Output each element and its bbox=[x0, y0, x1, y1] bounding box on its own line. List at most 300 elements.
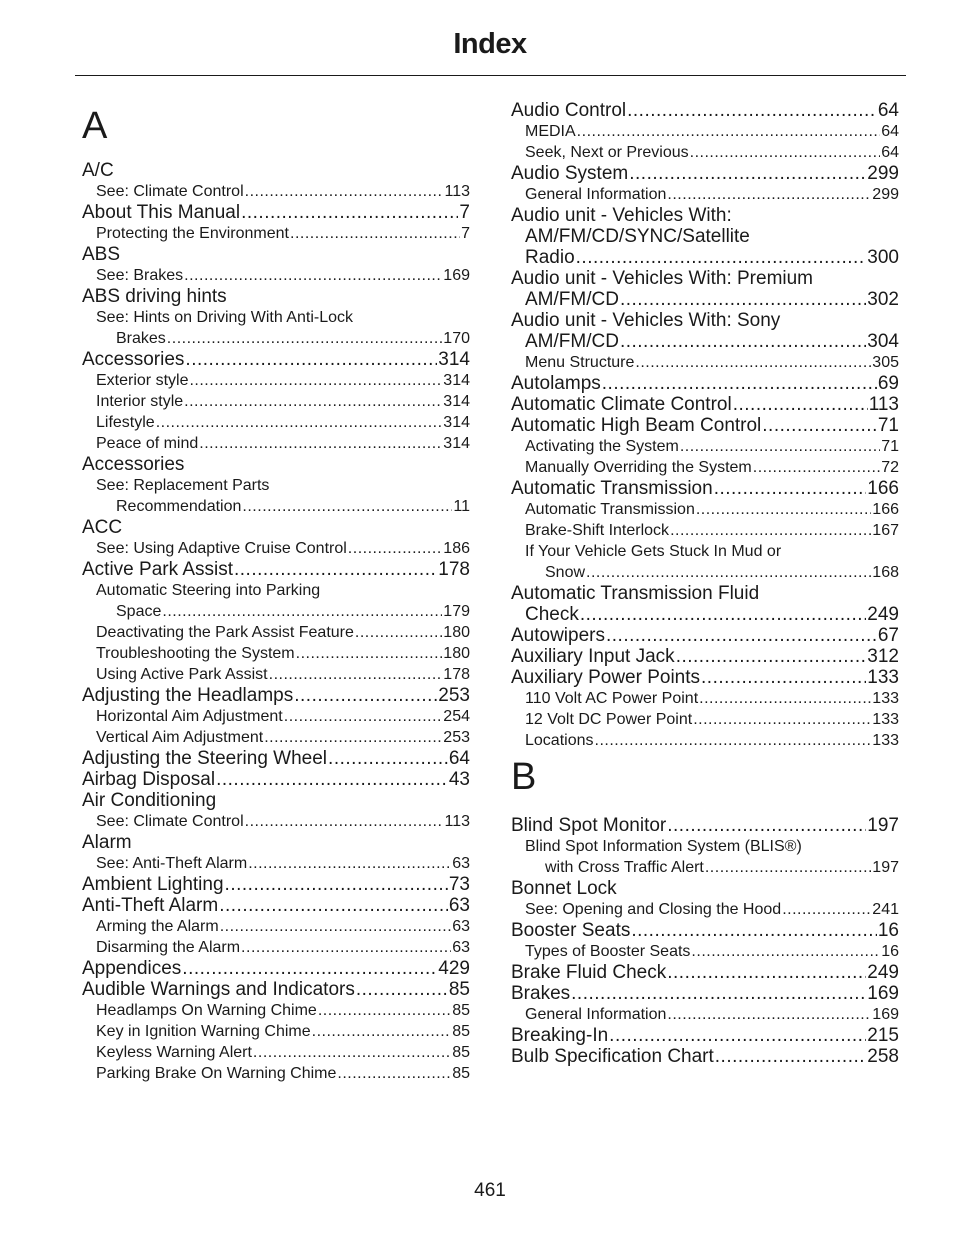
index-subentry bbox=[511, 352, 899, 373]
index-subentry bbox=[82, 727, 470, 748]
dot-leader bbox=[577, 121, 881, 142]
entry-page-number: 178 bbox=[443, 666, 470, 683]
index-subentry bbox=[511, 688, 899, 709]
entry-text: Automatic Steering into Parking bbox=[96, 582, 321, 599]
entry-text: Peace of mind bbox=[96, 435, 199, 452]
index-entry bbox=[82, 454, 470, 475]
dot-leader bbox=[691, 941, 880, 962]
entry-text: Protecting the Environment bbox=[96, 225, 289, 242]
entry-text: Manually Overriding the System bbox=[525, 459, 752, 476]
index-entry bbox=[82, 769, 470, 790]
index-subentry bbox=[511, 836, 899, 857]
entry-page-number: 43 bbox=[448, 769, 470, 790]
entry-text: Automatic Climate Control bbox=[511, 394, 732, 415]
entry-text: MEDIA bbox=[525, 123, 576, 140]
dot-leader bbox=[690, 142, 881, 163]
dot-leader bbox=[602, 373, 877, 394]
entry-text: Key in Ignition Warning Chime bbox=[96, 1023, 311, 1040]
index-entry bbox=[82, 874, 470, 895]
entry-text: Bulb Specification Chart bbox=[511, 1046, 714, 1067]
index-entry-list bbox=[82, 160, 470, 1084]
entry-text: Autolamps bbox=[511, 373, 601, 394]
entry-page-number: 168 bbox=[872, 564, 899, 581]
entry-text: 110 Volt AC Power Point bbox=[525, 690, 699, 707]
entry-text: See: Anti-Theft Alarm bbox=[96, 855, 248, 872]
index-subentry bbox=[82, 706, 470, 727]
index-entry bbox=[511, 226, 899, 247]
dot-leader bbox=[167, 328, 443, 349]
entry-text: Exterior style bbox=[96, 372, 189, 389]
index-entry bbox=[82, 979, 470, 1000]
index-entry bbox=[511, 1046, 899, 1067]
entry-page-number: 314 bbox=[443, 414, 470, 431]
page-title: Index bbox=[453, 28, 527, 60]
title-divider bbox=[75, 75, 906, 76]
dot-leader bbox=[620, 289, 866, 310]
entry-page-number: 300 bbox=[867, 247, 899, 268]
index-entry bbox=[511, 625, 899, 646]
entry-text: Automatic Transmission Fluid bbox=[511, 583, 760, 604]
entry-text: Adjusting the Steering Wheel bbox=[82, 748, 328, 769]
entry-text: Menu Structure bbox=[525, 354, 635, 371]
entry-text: Brakes bbox=[116, 330, 166, 347]
entry-text: Check bbox=[525, 604, 579, 625]
entry-page-number: 63 bbox=[452, 918, 470, 935]
index-entry bbox=[511, 394, 899, 415]
dot-leader bbox=[609, 1025, 866, 1046]
dot-leader bbox=[699, 688, 871, 709]
index-entry bbox=[82, 790, 470, 811]
index-entry bbox=[511, 268, 899, 289]
entry-text: Brake-Shift Interlock bbox=[525, 522, 670, 539]
dot-leader bbox=[693, 709, 871, 730]
index-subentry bbox=[82, 580, 470, 601]
entry-page-number: 197 bbox=[872, 859, 899, 876]
entry-page-number: 72 bbox=[881, 459, 899, 476]
index-entry bbox=[511, 331, 899, 352]
entry-text: Locations bbox=[525, 732, 594, 749]
entry-page-number: 314 bbox=[438, 349, 470, 370]
dot-leader bbox=[328, 748, 448, 769]
entry-page-number: 71 bbox=[877, 415, 899, 436]
entry-page-number: 64 bbox=[877, 100, 899, 121]
entry-text: Arming the Alarm bbox=[96, 918, 219, 935]
index-entry bbox=[511, 205, 899, 226]
index-subentry bbox=[82, 643, 470, 664]
entry-page-number: 215 bbox=[867, 1025, 899, 1046]
entry-text: AM/FM/CD bbox=[525, 331, 619, 352]
entry-page-number: 63 bbox=[452, 939, 470, 956]
entry-text: Disarming the Alarm bbox=[96, 939, 241, 956]
entry-page-number: 169 bbox=[867, 983, 899, 1004]
entry-page-number: 85 bbox=[452, 1065, 470, 1082]
index-entry bbox=[82, 286, 470, 307]
dot-leader bbox=[670, 520, 871, 541]
dot-leader bbox=[580, 604, 866, 625]
entry-page-number: 312 bbox=[867, 646, 899, 667]
entry-page-number: 63 bbox=[448, 895, 470, 916]
dot-leader bbox=[189, 370, 442, 391]
dot-leader bbox=[245, 181, 444, 202]
entry-text: Alarm bbox=[82, 832, 132, 853]
entry-text: Snow bbox=[545, 564, 586, 581]
entry-page-number: 166 bbox=[872, 501, 899, 518]
entry-text: Seek, Next or Previous bbox=[525, 144, 689, 161]
entry-page-number: 166 bbox=[867, 478, 899, 499]
dot-leader bbox=[576, 247, 867, 268]
index-subentry bbox=[511, 541, 899, 562]
entry-text: 12 Volt DC Power Point bbox=[525, 711, 693, 728]
index-entry-list bbox=[511, 100, 899, 751]
entry-text: Interior style bbox=[96, 393, 184, 410]
entry-page-number: 249 bbox=[867, 962, 899, 983]
index-entry bbox=[511, 583, 899, 604]
entry-text: Air Conditioning bbox=[82, 790, 217, 811]
index-entry bbox=[82, 958, 470, 979]
dot-leader bbox=[715, 1046, 867, 1067]
dot-leader bbox=[248, 853, 451, 874]
dot-leader bbox=[184, 265, 442, 286]
entry-page-number: 69 bbox=[877, 373, 899, 394]
dot-leader bbox=[269, 664, 443, 685]
dot-leader bbox=[667, 184, 871, 205]
dot-leader bbox=[627, 100, 877, 121]
index-subentry bbox=[511, 1004, 899, 1025]
dot-leader bbox=[264, 727, 442, 748]
index-subentry bbox=[511, 520, 899, 541]
dot-leader bbox=[294, 685, 437, 706]
entry-text: Audio Control bbox=[511, 100, 627, 121]
index-entry bbox=[511, 646, 899, 667]
dot-leader bbox=[680, 436, 880, 457]
dot-leader bbox=[586, 562, 871, 583]
index-subentry bbox=[82, 181, 470, 202]
entry-text: Accessories bbox=[82, 454, 185, 475]
entry-page-number: 170 bbox=[443, 330, 470, 347]
index-entry bbox=[82, 685, 470, 706]
entry-text: Using Active Park Assist bbox=[96, 666, 268, 683]
index-entry bbox=[82, 895, 470, 916]
dot-leader bbox=[676, 646, 867, 667]
entry-text: Lifestyle bbox=[96, 414, 155, 431]
entry-text: General Information bbox=[525, 186, 667, 203]
index-subentry bbox=[82, 853, 470, 874]
dot-leader bbox=[667, 815, 866, 836]
entry-page-number: 258 bbox=[867, 1046, 899, 1067]
index-subentry bbox=[82, 328, 470, 349]
entry-text: AM/FM/CD bbox=[525, 289, 619, 310]
index-subentry bbox=[82, 265, 470, 286]
entry-page-number: 63 bbox=[452, 855, 470, 872]
entry-text: See: Using Adaptive Cruise Control bbox=[96, 540, 347, 557]
index-entry bbox=[82, 748, 470, 769]
index-entry bbox=[82, 832, 470, 853]
entry-text: See: Climate Control bbox=[96, 813, 244, 830]
index-entry bbox=[511, 920, 899, 941]
dot-leader bbox=[595, 730, 872, 751]
entry-text: Horizontal Aim Adjustment bbox=[96, 708, 283, 725]
entry-text: ACC bbox=[82, 517, 123, 538]
dot-leader bbox=[705, 857, 871, 878]
dot-leader bbox=[631, 920, 877, 941]
entry-page-number: 73 bbox=[448, 874, 470, 895]
section-letter-a: A bbox=[82, 105, 108, 147]
entry-page-number: 253 bbox=[443, 729, 470, 746]
entry-text: Brake Fluid Check bbox=[511, 962, 667, 983]
dot-leader bbox=[312, 1021, 452, 1042]
entry-text: Bonnet Lock bbox=[511, 878, 617, 899]
entry-text: Types of Booster Seats bbox=[525, 943, 691, 960]
entry-text: Active Park Assist bbox=[82, 559, 233, 580]
entry-text: with Cross Traffic Alert bbox=[545, 859, 704, 876]
dot-leader bbox=[356, 979, 448, 1000]
index-subentry bbox=[82, 1063, 470, 1084]
entry-text: Activating the System bbox=[525, 438, 679, 455]
index-entry bbox=[511, 478, 899, 499]
entry-page-number: 241 bbox=[872, 901, 899, 918]
entry-text: Automatic High Beam Control bbox=[511, 415, 762, 436]
entry-page-number: 249 bbox=[867, 604, 899, 625]
dot-leader bbox=[185, 349, 437, 370]
dot-leader bbox=[714, 478, 867, 499]
index-subentry bbox=[82, 601, 470, 622]
entry-page-number: 197 bbox=[867, 815, 899, 836]
index-entry bbox=[511, 878, 899, 899]
index-entry bbox=[82, 517, 470, 538]
entry-text: Airbag Disposal bbox=[82, 769, 216, 790]
dot-leader bbox=[253, 1042, 451, 1063]
dot-leader bbox=[219, 895, 448, 916]
dot-leader bbox=[162, 601, 442, 622]
entry-page-number: 85 bbox=[448, 979, 470, 1000]
dot-leader bbox=[296, 643, 443, 664]
entry-text: Audible Warnings and Indicators bbox=[82, 979, 355, 1000]
entry-text: Blind Spot Information System (BLIS®) bbox=[525, 838, 802, 855]
entry-page-number: 169 bbox=[872, 1006, 899, 1023]
entry-text: Blind Spot Monitor bbox=[511, 815, 667, 836]
entry-page-number: 180 bbox=[443, 645, 470, 662]
dot-leader bbox=[242, 496, 452, 517]
dot-leader bbox=[620, 331, 866, 352]
entry-page-number: 71 bbox=[881, 438, 899, 455]
entry-text: Vertical Aim Adjustment bbox=[96, 729, 264, 746]
entry-page-number: 67 bbox=[877, 625, 899, 646]
dot-leader bbox=[245, 811, 444, 832]
dot-leader bbox=[216, 769, 448, 790]
index-subentry bbox=[82, 1042, 470, 1063]
entry-text: Autowipers bbox=[511, 625, 605, 646]
entry-text: Accessories bbox=[82, 349, 185, 370]
dot-leader bbox=[355, 622, 442, 643]
entry-text: Automatic Transmission bbox=[525, 501, 695, 518]
entry-text: Appendices bbox=[82, 958, 182, 979]
index-entry bbox=[511, 962, 899, 983]
dot-leader bbox=[220, 916, 451, 937]
entry-text: Parking Brake On Warning Chime bbox=[96, 1065, 337, 1082]
index-subentry bbox=[82, 538, 470, 559]
entry-page-number: 314 bbox=[443, 435, 470, 452]
section-letter-b: B bbox=[511, 756, 537, 798]
index-subentry bbox=[82, 412, 470, 433]
entry-text: AM/FM/CD/SYNC/Satellite bbox=[525, 226, 750, 247]
dot-leader bbox=[225, 874, 448, 895]
index-subentry bbox=[82, 370, 470, 391]
entry-page-number: 179 bbox=[443, 603, 470, 620]
index-subentry bbox=[82, 1021, 470, 1042]
index-subentry bbox=[511, 142, 899, 163]
index-entry bbox=[511, 667, 899, 688]
index-entry bbox=[511, 163, 899, 184]
index-subentry bbox=[82, 223, 470, 244]
index-subentry bbox=[511, 730, 899, 751]
entry-text: Booster Seats bbox=[511, 920, 631, 941]
entry-page-number: 299 bbox=[867, 163, 899, 184]
index-entry bbox=[82, 244, 470, 265]
entry-text: Audio System bbox=[511, 163, 629, 184]
entry-text: Ambient Lighting bbox=[82, 874, 224, 895]
entry-page-number: 254 bbox=[443, 708, 470, 725]
index-subentry bbox=[511, 436, 899, 457]
index-subentry bbox=[511, 941, 899, 962]
entry-text: Adjusting the Headlamps bbox=[82, 685, 294, 706]
entry-text: See: Hints on Driving With Anti-Lock bbox=[96, 309, 353, 326]
index-entry bbox=[511, 415, 899, 436]
dot-leader bbox=[241, 937, 451, 958]
index-entry bbox=[511, 815, 899, 836]
index-subentry bbox=[511, 899, 899, 920]
entry-text: Brakes bbox=[511, 983, 571, 1004]
dot-leader bbox=[753, 457, 880, 478]
entry-text: ABS driving hints bbox=[82, 286, 227, 307]
entry-page-number: 7 bbox=[459, 202, 470, 223]
entry-text: See: Replacement Parts bbox=[96, 477, 270, 494]
dot-leader bbox=[571, 983, 866, 1004]
index-subentry bbox=[82, 622, 470, 643]
index-entry bbox=[511, 289, 899, 310]
entry-text: Deactivating the Park Assist Feature bbox=[96, 624, 354, 641]
dot-leader bbox=[284, 706, 443, 727]
index-subentry bbox=[82, 496, 470, 517]
index-entry bbox=[511, 373, 899, 394]
dot-leader bbox=[733, 394, 868, 415]
entry-page-number: 11 bbox=[453, 498, 470, 515]
entry-page-number: 16 bbox=[881, 943, 899, 960]
index-subentry bbox=[511, 184, 899, 205]
entry-page-number: 253 bbox=[438, 685, 470, 706]
entry-page-number: 7 bbox=[461, 225, 470, 242]
page-number: 461 bbox=[474, 1180, 506, 1201]
entry-text: Radio bbox=[525, 247, 575, 268]
entry-page-number: 167 bbox=[872, 522, 899, 539]
entry-text: Auxiliary Power Points bbox=[511, 667, 701, 688]
entry-page-number: 169 bbox=[443, 267, 470, 284]
dot-leader bbox=[701, 667, 866, 688]
dot-leader bbox=[696, 499, 871, 520]
dot-leader bbox=[318, 1000, 451, 1021]
entry-page-number: 314 bbox=[443, 372, 470, 389]
entry-text: General Information bbox=[525, 1006, 667, 1023]
entry-page-number: 314 bbox=[443, 393, 470, 410]
entry-text: Audio unit - Vehicles With: bbox=[511, 205, 732, 226]
index-subentry bbox=[82, 391, 470, 412]
dot-leader bbox=[234, 559, 437, 580]
entry-text: Breaking-In bbox=[511, 1025, 609, 1046]
index-subentry bbox=[511, 709, 899, 730]
entry-page-number: 429 bbox=[438, 958, 470, 979]
entry-page-number: 113 bbox=[444, 813, 470, 830]
index-entry bbox=[511, 310, 899, 331]
entry-text: Recommendation bbox=[116, 498, 242, 515]
entry-text: Space bbox=[116, 603, 162, 620]
entry-text: Troubleshooting the System bbox=[96, 645, 295, 662]
index-entry bbox=[511, 983, 899, 1004]
index-entry bbox=[511, 247, 899, 268]
entry-page-number: 85 bbox=[452, 1023, 470, 1040]
dot-leader bbox=[762, 415, 877, 436]
entry-page-number: 64 bbox=[448, 748, 470, 769]
entry-page-number: 186 bbox=[443, 540, 470, 557]
entry-page-number: 64 bbox=[881, 144, 899, 161]
dot-leader bbox=[337, 1063, 451, 1084]
index-column-right bbox=[511, 100, 899, 1067]
entry-page-number: 178 bbox=[438, 559, 470, 580]
dot-leader bbox=[782, 899, 871, 920]
index-entry bbox=[511, 604, 899, 625]
entry-text: ABS bbox=[82, 244, 121, 265]
entry-page-number: 113 bbox=[444, 183, 470, 200]
entry-text: Anti-Theft Alarm bbox=[82, 895, 219, 916]
entry-page-number: 113 bbox=[868, 394, 899, 415]
index-subentry bbox=[82, 1000, 470, 1021]
entry-page-number: 133 bbox=[872, 711, 899, 728]
index-subentry bbox=[511, 457, 899, 478]
entry-page-number: 64 bbox=[881, 123, 899, 140]
index-subentry bbox=[511, 121, 899, 142]
entry-page-number: 304 bbox=[867, 331, 899, 352]
entry-text: If Your Vehicle Gets Stuck In Mud or bbox=[525, 543, 782, 560]
index-subentry bbox=[82, 937, 470, 958]
dot-leader bbox=[667, 1004, 871, 1025]
entry-page-number: 133 bbox=[872, 732, 899, 749]
index-entry bbox=[82, 160, 470, 181]
index-subentry bbox=[82, 433, 470, 454]
entry-page-number: 299 bbox=[872, 186, 899, 203]
index-entry bbox=[82, 202, 470, 223]
entry-text: A/C bbox=[82, 160, 114, 181]
entry-text: About This Manual bbox=[82, 202, 241, 223]
entry-text: See: Climate Control bbox=[96, 183, 244, 200]
entry-text: Automatic Transmission bbox=[511, 478, 713, 499]
index-subentry bbox=[511, 499, 899, 520]
entry-page-number: 305 bbox=[872, 354, 899, 371]
dot-leader bbox=[629, 163, 866, 184]
index-subentry bbox=[82, 475, 470, 496]
entry-page-number: 16 bbox=[877, 920, 899, 941]
index-entry bbox=[82, 559, 470, 580]
index-entry bbox=[511, 1025, 899, 1046]
entry-page-number: 302 bbox=[867, 289, 899, 310]
entry-page-number: 85 bbox=[452, 1002, 470, 1019]
entry-text: Auxiliary Input Jack bbox=[511, 646, 675, 667]
index-subentry bbox=[82, 307, 470, 328]
dot-leader bbox=[156, 412, 443, 433]
entry-page-number: 133 bbox=[867, 667, 899, 688]
index-entry-list bbox=[511, 815, 899, 1067]
entry-page-number: 180 bbox=[443, 624, 470, 641]
dot-leader bbox=[667, 962, 866, 983]
index-subentry bbox=[511, 857, 899, 878]
dot-leader bbox=[199, 433, 442, 454]
